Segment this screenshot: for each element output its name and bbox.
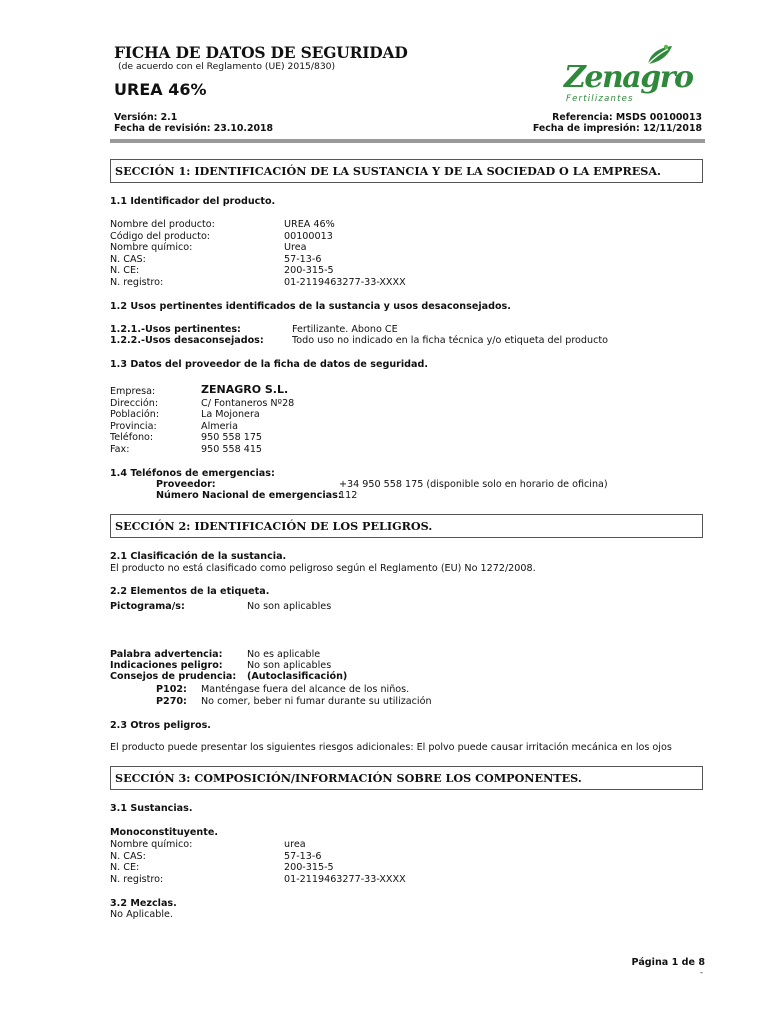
s2-1-text: El producto no está clasificado como peligroso según el Reglamento (EU) No 1272/2008.: [110, 563, 536, 574]
label-row-value: (Autoclasificación): [247, 671, 348, 682]
precaution-text: No comer, beber ni fumar durante su utilización: [201, 696, 432, 707]
row-value: 950 558 175: [201, 432, 263, 443]
row-value: C/ Fontaneros Nº28: [201, 398, 295, 409]
version-label: Versión: 2.1: [114, 112, 178, 123]
row-label: Población:: [110, 409, 160, 420]
row-label: Nombre químico:: [110, 839, 193, 850]
document-subtitle: (de acuerdo con el Reglamento (UE) 2015/830): [118, 61, 336, 72]
revision-date: Fecha de revisión: 23.10.2018: [114, 123, 274, 134]
row-value: Almeria: [201, 421, 238, 432]
use-value: Todo uso no indicado en la ficha técnica y/o etiqueta del producto: [292, 335, 609, 346]
row-value: 200-315-5: [284, 265, 334, 276]
use-label: 1.2.1.-Usos pertinentes:: [110, 324, 241, 335]
row-value: 57-13-6: [284, 254, 322, 265]
company-name: ZENAGRO S.L.: [201, 383, 289, 396]
row-label: N. registro:: [110, 874, 164, 885]
section-1-title: SECCIÓN 1: IDENTIFICACIÓN DE LA SUSTANCIA Y DE LA SOCIEDAD O LA EMPRESA.: [110, 159, 703, 183]
row-label: Nombre químico:: [110, 242, 193, 253]
company-logo: [562, 44, 692, 108]
label-row-label: Indicaciones peligro:: [110, 660, 223, 671]
label-row-value: No son aplicables: [247, 660, 332, 671]
row-value: 200-315-5: [284, 862, 334, 873]
emergency-label: Proveedor:: [156, 479, 216, 490]
footer-mark: -: [700, 968, 703, 977]
emergency-label: Número Nacional de emergencias:: [156, 490, 342, 501]
row-value: 00100013: [284, 231, 333, 242]
s1-3-heading: 1.3 Datos del proveedor de la ficha de datos de seguridad.: [110, 359, 429, 370]
logo-wordmark: Zenagro: [564, 60, 693, 95]
monoconstituent-heading: Monoconstituyente.: [110, 827, 218, 838]
emergency-value: +34 950 558 175 (disponible solo en horario de oficina): [339, 479, 608, 490]
s2-3-text: El producto puede presentar los siguientes riesgos adicionales: El polvo puede causar irritación mecánica en los ojos: [110, 742, 672, 753]
s3-1-heading: 3.1 Sustancias.: [110, 803, 193, 814]
use-label: 1.2.2.-Usos desaconsejados:: [110, 335, 264, 346]
precaution-code: P270:: [156, 696, 187, 707]
row-value: Urea: [284, 242, 307, 253]
s2-3-heading: 2.3 Otros peligros.: [110, 720, 211, 731]
use-value: Fertilizante. Abono CE: [292, 324, 398, 335]
row-label: N. CE:: [110, 862, 140, 873]
row-label: N. CAS:: [110, 851, 146, 862]
row-value: 57-13-6: [284, 851, 322, 862]
row-label: Empresa:: [110, 386, 156, 397]
section-3-title: SECCIÓN 3: COMPOSICIÓN/INFORMACIÓN SOBRE LOS COMPONENTES.: [110, 766, 703, 790]
reference-label: Referencia: MSDS 00100013: [552, 112, 702, 123]
label-row-value: No es aplicable: [247, 649, 321, 660]
emergency-value: 112: [339, 490, 358, 501]
s2-2-heading: 2.2 Elementos de la etiqueta.: [110, 586, 270, 597]
product-name-heading: UREA 46%: [114, 80, 207, 99]
row-value: 950 558 415: [201, 444, 263, 455]
row-label: Fax:: [110, 444, 130, 455]
row-label: N. CAS:: [110, 254, 146, 265]
row-value: La Mojonera: [201, 409, 260, 420]
s2-1-heading: 2.1 Clasificación de la sustancia.: [110, 551, 287, 562]
row-value: 01-2119463277-33-XXXX: [284, 277, 406, 288]
row-value: urea: [284, 839, 306, 850]
s1-1-heading: 1.1 Identificador del producto.: [110, 196, 276, 207]
s1-2-heading: 1.2 Usos pertinentes identificados de la sustancia y usos desaconsejados.: [110, 301, 511, 312]
s3-2-heading: 3.2 Mezclas.: [110, 898, 177, 909]
label-row-label: Palabra advertencia:: [110, 649, 223, 660]
s3-2-text: No Aplicable.: [110, 909, 173, 920]
precaution-code: P102:: [156, 684, 187, 695]
row-label: Nombre del producto:: [110, 219, 215, 230]
s1-4-heading: 1.4 Teléfonos de emergencias:: [110, 468, 275, 479]
row-label: Provincia:: [110, 421, 157, 432]
pictogram-label: Pictograma/s:: [110, 601, 185, 612]
precaution-text: Manténgase fuera del alcance de los niños.: [201, 684, 410, 695]
row-label: Teléfono:: [110, 432, 154, 443]
section-2-title: SECCIÓN 2: IDENTIFICACIÓN DE LOS PELIGROS.: [110, 514, 703, 538]
row-value: UREA 46%: [284, 219, 335, 230]
label-row-label: Consejos de prudencia:: [110, 671, 237, 682]
row-value: 01-2119463277-33-XXXX: [284, 874, 406, 885]
print-date: Fecha de impresión: 12/11/2018: [532, 123, 702, 134]
header-divider: [110, 139, 705, 143]
document-title: FICHA DE DATOS DE SEGURIDAD: [114, 43, 408, 62]
row-label: Código del producto:: [110, 231, 211, 242]
row-label: Dirección:: [110, 398, 159, 409]
row-label: N. CE:: [110, 265, 140, 276]
page-number: Página 1 de 8: [631, 957, 705, 968]
pictogram-value: No son aplicables: [247, 601, 332, 612]
logo-tagline: Fertilizantes: [566, 94, 634, 104]
row-label: N. registro:: [110, 277, 164, 288]
